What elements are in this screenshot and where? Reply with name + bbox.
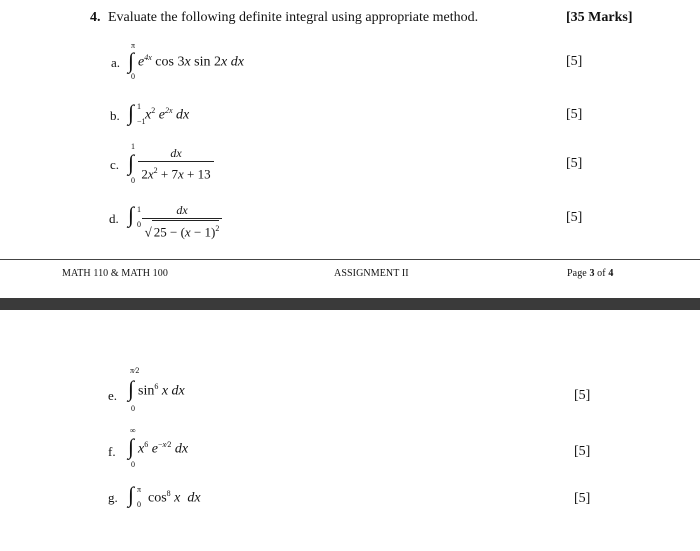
item-b-lower-limit: −1 bbox=[137, 117, 146, 126]
item-f-integral bbox=[128, 428, 228, 470]
integral-sign-icon: ∫ bbox=[128, 482, 135, 507]
item-d-letter: d. bbox=[109, 211, 119, 226]
item-a-letter: a. bbox=[111, 55, 121, 70]
item-b-integral bbox=[128, 100, 228, 130]
item-c-marks: [5] bbox=[566, 156, 583, 171]
integral-sign-icon: ∫ bbox=[128, 202, 135, 227]
page-current: 3 bbox=[589, 268, 595, 279]
item-a-upper-limit: π bbox=[131, 41, 136, 50]
item-c-letter: c. bbox=[110, 157, 120, 172]
item-g-integral bbox=[128, 482, 228, 512]
item-c-lower-limit: 0 bbox=[131, 176, 135, 185]
item-g-upper-limit: π bbox=[137, 485, 142, 494]
item-f-marks: [5] bbox=[574, 444, 591, 459]
integral-sign-icon: ∫ bbox=[128, 434, 135, 459]
item-d-fraction bbox=[142, 203, 222, 239]
item-d-numerator: dx bbox=[176, 203, 188, 217]
integral-sign-icon: ∫ bbox=[128, 100, 135, 125]
item-f-letter: f. bbox=[108, 444, 116, 459]
footer-divider bbox=[0, 259, 700, 260]
square-root-icon: √ bbox=[144, 224, 152, 240]
item-g-marks: [5] bbox=[574, 491, 591, 506]
item-b-letter: b. bbox=[110, 108, 120, 123]
item-c-denominator: $2x^2 + 7x + 13$ bbox=[141, 166, 211, 182]
item-d-upper-limit: 1 bbox=[137, 205, 141, 214]
item-g-lower-limit: 0 bbox=[137, 500, 141, 509]
footer-course: MATH 110 & MATH 100 bbox=[62, 268, 168, 279]
item-g-integrand: $\cos^8 x$ dx bbox=[148, 489, 201, 506]
question-total-marks: [35 Marks] bbox=[566, 10, 633, 25]
item-d-denominator: √ $25 - (x - 1)^2$ bbox=[142, 220, 222, 239]
item-e-letter: e. bbox=[108, 388, 118, 403]
item-f-lower-limit: 0 bbox=[131, 460, 135, 469]
question-text: Evaluate the following definite integral using appropriate method. bbox=[108, 10, 479, 25]
item-c-integral bbox=[128, 142, 228, 186]
item-c-upper-limit: 1 bbox=[131, 142, 135, 151]
integral-sign-icon: ∫ bbox=[128, 48, 135, 73]
footer-assignment: ASSIGNMENT II bbox=[334, 268, 409, 279]
item-d-marks: [5] bbox=[566, 210, 583, 225]
item-e-lower-limit: 0 bbox=[131, 404, 135, 413]
item-d-integral bbox=[128, 198, 238, 242]
integral-sign-icon: ∫ bbox=[128, 150, 135, 175]
item-e-marks: [5] bbox=[574, 388, 591, 403]
item-e-upper-limit: π⁄2 bbox=[130, 366, 140, 375]
page-4 bbox=[0, 310, 700, 551]
item-a-lower-limit: 0 bbox=[131, 72, 135, 81]
item-e-integrand: $\sin^6 x$ dx bbox=[138, 382, 185, 399]
item-c-fraction bbox=[138, 146, 214, 181]
item-a-integral bbox=[128, 41, 268, 81]
integral-sign-icon: ∫ bbox=[128, 376, 135, 401]
item-c-numerator: dx bbox=[170, 146, 182, 160]
fraction-bar bbox=[138, 161, 214, 162]
item-a-integrand: $e^{4x}$ cos 3x sin 2x dx bbox=[138, 53, 244, 70]
item-f-upper-limit: ∞ bbox=[130, 426, 136, 435]
page-total: 4 bbox=[608, 268, 614, 279]
page-of: of bbox=[597, 268, 606, 279]
item-b-integrand: $x^2$ $e^{2x}$ dx bbox=[145, 106, 190, 123]
item-a-marks: [5] bbox=[566, 54, 583, 69]
item-b-marks: [5] bbox=[566, 107, 583, 122]
item-b-upper-limit: 1 bbox=[137, 102, 141, 111]
item-f-integrand: $x^6$ $e^{-x⁄2}$ dx bbox=[138, 440, 189, 457]
fraction-bar bbox=[142, 218, 222, 219]
question-number: 4. bbox=[90, 10, 101, 25]
item-e-integral bbox=[128, 366, 228, 416]
footer-page-number bbox=[567, 268, 613, 279]
item-d-lower-limit: 0 bbox=[137, 220, 141, 229]
item-g-letter: g. bbox=[108, 490, 118, 505]
page-prefix: Page bbox=[567, 268, 587, 279]
